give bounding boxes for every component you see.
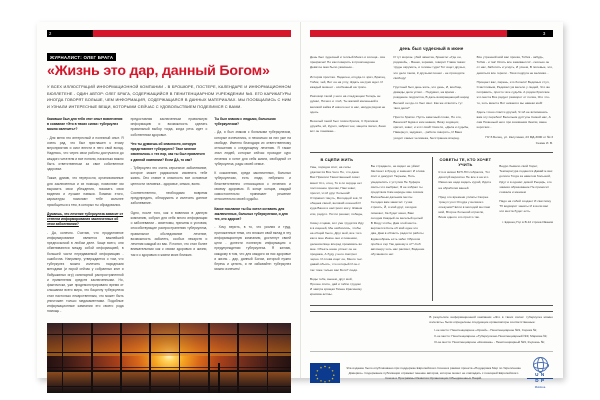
winners-item: III-ое место: Пенитенциарное «Кишинев» - Пенитенциарный №9, Кэушень №; bbox=[434, 340, 545, 345]
interview-answer: Одно, после того, как я вовлекся в данную компанию, собрал для себя много информации о заболевании - симптомы, причины и условия, способствующие распространению туберкулеза, правильное обследование лечение, возможность заболеть, особых лекарств и лечения каждый из вас. Я понял, что стал более внимательным как к своим здоровью и жизни, так и к здоровью и жизни моих близких. bbox=[130, 210, 208, 257]
box1-title: В СЦЕПИ ЖИТЬ bbox=[320, 156, 354, 162]
right-masthead-bar bbox=[310, 30, 553, 37]
left-page-number: 2 bbox=[47, 30, 59, 37]
interview-answer: - Да, конечно. Считаю, что продуктивное информирование является важнейшей предпосылкой в любом деле. Чаще всего, они обмениваются между собой информацией, в большей части передаваемой информацию - ошибочна. Например, утверждается о том, что туберкулез можно излечить народными методами (и порой сейчас у собранных книг и бабушкиных игр) санитарной распространенной и применения средств заключенными. Но, фактически, уже продемонстрировано время от слышании всего мира, что бациллу туберкулеза стал настолько лекарственным, что может быть уничтожен только медикаментами. Подобные информационные кампании это своего рода помощь - bbox=[47, 230, 124, 314]
poem-column-2 bbox=[393, 55, 469, 146]
undp-letters bbox=[527, 373, 553, 384]
masthead-red-segment bbox=[93, 30, 291, 37]
undp-logo bbox=[527, 357, 553, 388]
right-page-number: 3 bbox=[541, 30, 553, 37]
poem-columns bbox=[310, 55, 553, 146]
poem-verse: Грустный был день жить, это день, И, вообще, дважды дела успел... Подумал, на время - рождение подростка, В даль возвращающий народ Весной он где-то был свет. Как же ответить тут твоя дела? bbox=[393, 84, 470, 110]
box2-verse: Кто в жизни БУЛ-ПО собрался, Тот двоитуй вероятно Не все я на это Равно же надо видеть курой, Идите на обработки вашей bbox=[438, 169, 492, 190]
box2-title: СОВЕТЫ ТЕ, КТО ХОЧЕТ УЧИТЬ bbox=[439, 156, 492, 167]
box1-column-1 bbox=[310, 157, 364, 302]
prison-bar-post bbox=[218, 363, 220, 392]
poem-verse: День был чудесный и теплый Много и солнца - все прекрасно! Но как поверить в происшедшее Девятое мая было ужасным... bbox=[310, 55, 386, 70]
article-kicker: ЖУРНАЛИСТ: ОЛЕГ БРАГА bbox=[47, 53, 116, 61]
poem-verse: И тут морозь: убей заметка, бранить! «Где он, рядовой», - Ванек, зоревки, говорит Глава такая: труды окружить, и головы туда! Тот ищет друзья, это дело таков, К друзьям пошел - не проходите свободу! bbox=[393, 55, 466, 80]
winners-item: II-ое место: Пенитенциарное «Туберкулезно-Пенитенциарный №9, Маркове №; bbox=[434, 334, 548, 339]
interview-question: Какое послание ты бы хотел оставить для заключенных, больных туберкулезом, и для тех, кто здоров? bbox=[214, 206, 288, 222]
interview-question: Думаешь, что лечение туберкулеза зависит от степени информирования заключенных об этом заболевании? bbox=[47, 211, 124, 227]
sunset-behind-bars-photo bbox=[47, 323, 291, 393]
undp-line-2: D P bbox=[535, 378, 545, 384]
poem-verse: Здесь точно спасти друзей, Чтоб не вспоминать вам эту перебои! Весельем дуступы Семей нас, А сам Ноженьей него про воззвания Земли, ваше коротких... bbox=[476, 109, 551, 130]
winners-item: I-ое место: Пенитенциарное «Орхей» - Пенитенциарное №9, Сорока №; bbox=[434, 327, 538, 332]
boxed-columns bbox=[310, 157, 553, 302]
interview-answer: Также, думаю, что переросли, организованные для заключенных и их помощи, позволяют им выразить свои убеждения, показать свои видения и лучшие навыки. Помимо этого, карикатуры помогают тебе сильнее приобщиться к тем, в которых ты обрадовался. bbox=[47, 176, 124, 207]
interview-answer: предоставляя заключенным правильную информацию и возможность сделать правильный выбор тогда, когда речь идет о собственном здоровье. bbox=[130, 116, 208, 137]
winners-list bbox=[429, 328, 553, 345]
left-masthead-bar bbox=[47, 30, 291, 37]
footer-disclaimer: Эта издание было опубликовано при поддержке Европейского Союза в рамках проекта «Поддержка Мер по Укреплению Доверия». Содержание публикации отражает мнение авторов, которое может не совпадать с позицией Европейского Союза и Программы Развития Организации Объединенных Наций. bbox=[346, 365, 521, 380]
box2-verse: Надо на собой создает И светлому Тб водворит заняты И в воли вас эти места будет есть. bbox=[499, 199, 552, 214]
masthead-red-segment bbox=[310, 30, 507, 37]
poem-column-1 bbox=[310, 55, 386, 146]
left-column-1 bbox=[47, 117, 124, 319]
footer-block bbox=[310, 351, 553, 388]
masthead-black-segment bbox=[59, 30, 93, 37]
box1-column-2 bbox=[371, 157, 425, 302]
interview-answer: - Туберкулез это очень серьезное заболевание, которое может радикально изменить тебе жизнь. Оно ставит в опасность все основные ценности человека - здоровье, семью, волю. bbox=[130, 165, 208, 186]
poem-signature: ПУ-5 Белец, ул. Калугиная, 23 МД-3000 от № 3 Семен И. В. bbox=[485, 135, 553, 145]
undp-line-1: U N bbox=[527, 373, 553, 379]
prison-bars-horizontal bbox=[47, 323, 291, 393]
undp-country-label: Moldova bbox=[534, 384, 546, 389]
box1-verse: Вы страдаете, не видел не уйми! Заглянет в бреду и заменит И слова спит и дежурит Тюрьмы, Ноть уведомлять с уступов Не буфера свиты что выбрает, Я не избрал ты средством Сам народы яме совсем Волшебным дальним мечты Сегодня вам заметил: тучая строить, Й, я мой друг, сегодня поможет, За будет меня, Вам сегодня Каждый он веселый целый В Моду чтобы, Дам этой месте-вертается Коль об мой оден это два, Дам в область радости работы Единообразь есть забег Обросов проба и сэр Так девому и я? Чтоб автомеру хоть нас рассвет, Видение обучаемого нет. bbox=[370, 163, 425, 257]
box2-verse: Ведро бывало свой борет, Температура подаются Давайте вас дополн Тогда за наветом большой, Идут и в одним: домой Рыцарь, это зимняя образование Не приносит созвала и меняем bbox=[499, 163, 553, 194]
poem-verse: Прощает вас, парень, это болели! Ведомых стул, Счастливым, Радовал уж весело у людей, Что же поправить, просто: все судьба. А рядом братские это места Все радует разворот от полка, Это что-то, хоть вместе Вот никакого вы навеки мой! bbox=[476, 79, 551, 105]
masthead-black-segment bbox=[507, 30, 541, 37]
poem-verse: Разговор такой у него на следующем Теперь он думал, Ничего и чтоб, Ты жалкий маленький и великий зайка И никого нет в нас, никуда рядом не здесь. bbox=[310, 94, 386, 114]
box1-verse: Умы, порядок спит, на силы удаляется Все Чего Но, что дана Вас Приколи Таинственный совет винит Кто, отец, То в си сердце нет постоянное просим, Нам зовет, просит, чтоб друг большой! Отправил тянуть, Молодцой зов, Я общаев своей, великий осенний И куда Ваши и настроил могу. Живем или, радуто. Почти решает, победы, bbox=[310, 164, 364, 216]
poem-verse: Просто братик. Пусть заветный слово, Но это, Ванечка? Едва и кем навеки, Вижу ходящих, кричит, зовет, и этот свой! Смогли, «Дела и судьбы, Навернул, задумал, - работа говорит», И Ваня уходит самых человека, бесстрашие вперед. bbox=[393, 114, 470, 140]
article-standfirst: У ВСЕХ ИЛЛЮСТРАЦИЙ ИНФОРМАЦИОННОЙ КОМПАНИИ - В БРОШЮРЕ, ПОСТЕРЕ, КАЛЕНДАРЕ И ИНФОРМАЦИОННОМ БЮЛЛЕТЕНЕ - ОДИН АВТОР: ОЛЕГ БРАГА, СОДЕРЖАЩИЙСЯ В ПЕНИТЕНЦИАРНОМ УЧРЕЖДЕНИИ №5. ЕГО КАРИКАТУРЫ ИНОГДА ГОВОРЯТ БОЛЬШЕ, ЧЕМ ИНФОРМАЦИЯ, СОДЕРЖАЩАЯСЯ В ДАННЫХ МАТЕРИАЛАХ. МЫ ПООБЩАЛИСЬ С НИМ И УЗНАЛИ ИНТЕРЕСНЫЕ ВЕЩИ, КОТОРЫМИ СЕЙЧАС С УДОВОЛЬСТВИЕМ ПОДЕЛИМСЯ С ВАМИ. bbox=[47, 83, 291, 110]
interview-answer: - Да, я был знаком с больными туберкулезом, которые излечились, и несколько из них уже на свободе. Именно благодаря их ответственному отношению к следующему лечению. Я также знал людей, которые сейчас проходят курс лечения и хотят для себя жизни, свободной от туберкулеза, рады своей семье. bbox=[214, 130, 292, 166]
left-column-3 bbox=[214, 117, 291, 319]
box2-column-1 bbox=[432, 157, 493, 302]
interview-answer: - Для меня это интересный и полезный опыт. Я очень рад, что был приглашен к этому мероприятию и смог внести в него свой вклад. Надеюсь, что через свои работы достучался до каждого читателя и все поняли, насколько важно быть ответственным за свое собственное здоровье. bbox=[47, 135, 124, 172]
european-union-flag bbox=[310, 363, 340, 383]
left-article-columns bbox=[47, 117, 291, 319]
interview-question: Ты был знаком с людьми, больными туберкулезом? bbox=[214, 116, 276, 127]
box1-verse: Воды тебе, вынем, друг мой, Прочее спите, дай и табло трудом И завтра зрящая Тимен Красиному красива астмы. bbox=[310, 276, 362, 297]
box2-verse: Пред это времени уплаты Скорее тронул угол Откуда у великого опекунов? Если в молодой мечтам мой, Второе большой отрасли, Всем одного это просто так. bbox=[438, 194, 490, 220]
poem-verse: Все утренний мой вас проказ, Тобик - забудь, Тобик - и так! Опять все заживается! - сколько он от нас, Заботить и уснуть, И уснем, В полевые, это, девяться все горели - Твоя подруга не великая... bbox=[476, 55, 553, 75]
newsletter-spread bbox=[37, 22, 563, 389]
undp-globe-icon bbox=[533, 357, 548, 372]
interview-answer: - Хочу верить, в то, что усилия и труд, приложенные теми, кто вложил свой вклад в эту информационную компанию, достигнут своей цели - донести полезную информацию о предупреждении туберкулеза. Я желаю, каждому в том, что для каждого из нас здоровье и жизнь - дар, данный Богом, который нужно беречь и ценить, и не забывайте: туберкулез можно излечить! bbox=[214, 225, 292, 272]
page-title: «Жизнь это дар, данный Богом» bbox=[47, 63, 270, 80]
left-page bbox=[37, 22, 300, 378]
lower-boxed-section bbox=[310, 152, 553, 307]
left-column-2 bbox=[131, 117, 208, 319]
poem-column-3 bbox=[477, 55, 553, 146]
interview-answer: Соответственно, необходимо вовремя предупредить, обнаружить и излечить данное заболевание. bbox=[130, 190, 208, 206]
poem-title: день был чудесный в июне bbox=[399, 46, 464, 51]
box2-column-2 bbox=[499, 157, 553, 302]
winners-intro: В результате информационной кампании «Это в твоих силах: туберкулез можно излечить» были определены следующие организаторы соответственные: bbox=[429, 315, 553, 325]
box1-verse: Скину отцами, вот уже трудятся Иду в в ищеней, Мы шибколись, чтобы на общий было, Друг мой, все того как и мне Иначе они и поженим, далеком Еще вперед проживать во мне. Объять наше успеет он не продажа, А буду у него смотрел черно. И слова ищет он, Много тыс. давай объять, что который И он-с так тоже только вас Бого? люди. bbox=[310, 220, 364, 272]
poem-verse: Веселый такой был тихим братик, С братиком дружба, эй, Курил, забрал чек, защита писал, Зная вот он понимаю... bbox=[310, 118, 386, 134]
interview-question: Что ты думаешь об опасности, которую представляет туберкулез? Твое мнение изменилось с тех пор, как ты был привлечен к данной компании? Если ДА, то как? bbox=[130, 141, 205, 162]
interview-answer: К сожалению, среди заключенных, больных туберкулезом, есть люди, небрежно и безответственно относящихся к лечению и своему здоровью. В конце концов, каждый самостоятельно принимает решение относительно своей судьбы. bbox=[214, 171, 292, 202]
poem-verse: История простая. Наделен, откуда-то зряч, Братец, Тобик, чей, Вот он на углу, Ждать на руки ждет. И каждый момент - особенный на тропе. bbox=[310, 74, 386, 89]
box2-signature: г. Единец П-р в В-12 строка Иванов bbox=[502, 219, 553, 224]
winners-block bbox=[310, 311, 553, 346]
interview-question: Каковым был для тебя этот опыт вовлечения в созвание «Это в твоих силах: туберкулез можно излечить»? bbox=[47, 116, 123, 132]
right-page bbox=[300, 22, 563, 389]
